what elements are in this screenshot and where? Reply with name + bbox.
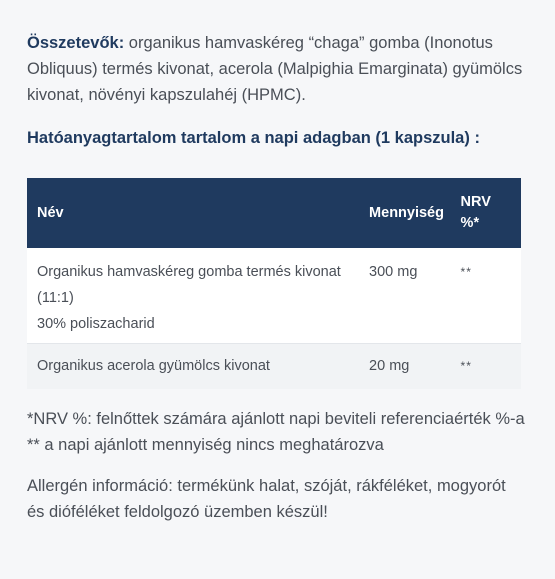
nrv-footnote: *NRV %: felnőttek számára ajánlott napi beviteli referenciaérték %-a bbox=[27, 410, 525, 428]
cell-nrv: ** bbox=[451, 344, 521, 390]
cell-name-subline: 30% poliszacharid bbox=[37, 316, 155, 332]
footnotes bbox=[27, 406, 527, 458]
cell-name-line: Organikus hamvaskéreg gomba termés kivonat (11:1) bbox=[37, 264, 341, 306]
header-name: Név bbox=[27, 178, 359, 248]
cell-quantity: 20 mg bbox=[359, 344, 451, 390]
table-row bbox=[27, 344, 521, 390]
cell-nrv: ** bbox=[451, 248, 521, 344]
allergen-info: Allergén információ: termékünk halat, szóját, rákféléket, mogyorót és dióféléket feldolgozó üzemben készül! bbox=[27, 477, 506, 521]
table-header-row bbox=[27, 178, 521, 248]
product-info bbox=[27, 30, 527, 525]
table-row bbox=[27, 248, 521, 344]
header-quantity: Mennyiség bbox=[359, 178, 451, 248]
cell-name bbox=[27, 248, 359, 344]
cell-quantity: 300 mg bbox=[359, 248, 451, 344]
stars-footnote: ** a napi ajánlott mennyiség nincs meghatározva bbox=[27, 436, 384, 454]
cell-name: Organikus acerola gyümölcs kivonat bbox=[27, 344, 359, 390]
active-content-heading: Hatóanyagtartalom tartalom a napi adagban (1 kapszula) : bbox=[27, 129, 480, 147]
nutrition-table bbox=[27, 178, 521, 389]
header-nrv: NRV %* bbox=[451, 178, 521, 248]
ingredients-paragraph bbox=[27, 30, 527, 108]
table-body bbox=[27, 248, 521, 389]
ingredients-text: organikus hamvaskéreg “chaga” gomba (Inonotus Obliquus) termés kivonat, acerola (Malpighia Emarginata) gyümölcs kivonat, növényi kapszulahéj (HPMC). bbox=[27, 34, 523, 104]
table-header bbox=[27, 178, 521, 248]
ingredients-label: Összetevők: bbox=[27, 34, 125, 52]
